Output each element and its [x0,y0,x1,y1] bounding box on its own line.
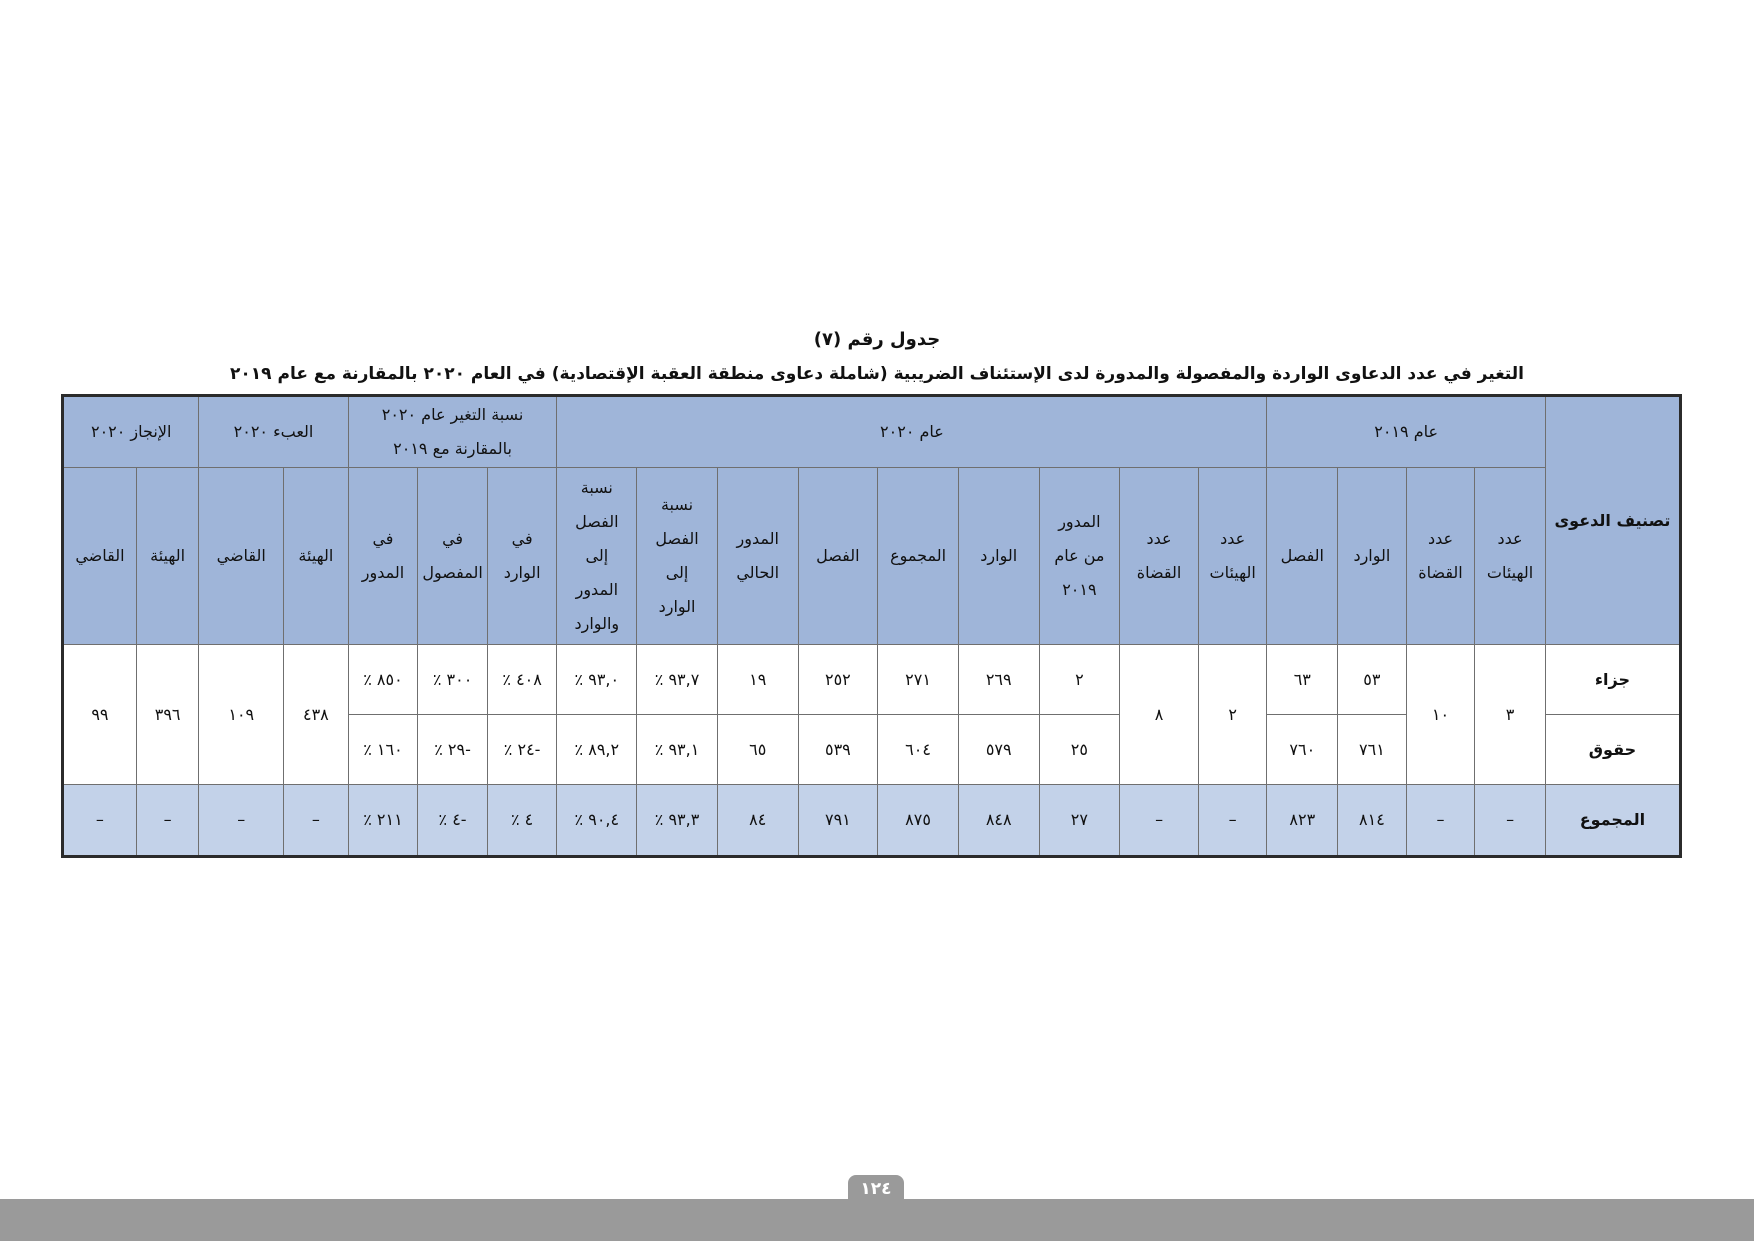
cell-2019-panels: – [1475,785,1546,857]
cell-change-incoming: -٢٤ ٪ [487,715,557,785]
cell-2020-ratio-decided-incoming: ٩٣,٧ ٪ [637,645,718,715]
cell-2020-total: ٨٧٥ [878,785,959,857]
cell-2019-judges: ١٠ [1406,645,1475,785]
cell-2020-decided: ٧٩١ [798,785,878,857]
cell-2020-judges: ٨ [1120,645,1199,785]
cell-2020-ratio-decided-incoming: ٩٣,١ ٪ [637,715,718,785]
cell-burden-panel: – [284,785,349,857]
cell-change-incoming: ٤ ٪ [487,785,557,857]
header-change-decided: في المفصول [418,468,488,645]
cell-2019-decided: ٧٦٠ [1267,715,1338,785]
header-2020-decided: الفصل [798,468,878,645]
header-achievement-panel: الهيئة [136,468,199,645]
cell-2019-incoming: ٧٦١ [1338,715,1407,785]
header-year-2019: عام ٢٠١٩ [1267,396,1545,468]
cell-2020-total: ٢٧١ [878,645,959,715]
header-change-percentage: نسبة التغير عام ٢٠٢٠ بالمقارنة مع ٢٠١٩ [348,396,557,468]
cell-2019-decided: ٨٢٣ [1267,785,1338,857]
cell-2020-current-carried: ١٩ [717,645,798,715]
cell-2020-panels: – [1198,785,1267,857]
cell-achievement-judge: – [63,785,137,857]
header-2020-ratio-decided-carried-incoming: نسبة الفصل إلى المدور والوارد [557,468,637,645]
cell-2020-current-carried: ٨٤ [717,785,798,857]
cell-burden-panel: ٤٣٨ [284,645,349,785]
header-year-2020: عام ٢٠٢٠ [557,396,1267,468]
cell-2020-incoming: ٥٧٩ [958,715,1039,785]
cell-burden-judge: ١٠٩ [199,645,284,785]
header-achievement-judge: القاضي [63,468,137,645]
cell-achievement-judge: ٩٩ [63,645,137,785]
row-label: حقوق [1545,715,1680,785]
cell-change-decided: ٣٠٠ ٪ [418,645,488,715]
cell-2020-carried: ٢٧ [1039,785,1120,857]
cell-2020-total: ٦٠٤ [878,715,959,785]
cell-achievement-panel: – [136,785,199,857]
header-2019-decided: الفصل [1267,468,1338,645]
cell-2020-incoming: ٨٤٨ [958,785,1039,857]
header-achievement-2020: الإنجاز ٢٠٢٠ [63,396,199,468]
cell-2020-panels: ٢ [1198,645,1267,785]
cell-2020-carried: ٢ [1039,645,1120,715]
footer-bar [0,1199,1754,1241]
header-classification: تصنيف الدعوى [1545,396,1680,645]
table-row-total [63,785,1681,857]
cell-change-decided: -٢٩ ٪ [418,715,488,785]
header-2020-ratio-decided-incoming: نسبة الفصل إلى الوارد [637,468,718,645]
header-2020-incoming: الوارد [958,468,1039,645]
cell-2020-ratio-decided-incoming: ٩٣,٣ ٪ [637,785,718,857]
cell-achievement-panel: ٣٩٦ [136,645,199,785]
header-burden-judge: القاضي [199,468,284,645]
cell-2020-incoming: ٢٦٩ [958,645,1039,715]
table-row-penal [63,645,1681,715]
header-2020-carried-from-2019: المدور من عام ٢٠١٩ [1039,468,1120,645]
header-burden-2020: العبء ٢٠٢٠ [199,396,348,468]
cell-2020-current-carried: ٦٥ [717,715,798,785]
cell-2019-incoming: ٨١٤ [1338,785,1407,857]
page-number: ١٢٤ [848,1175,904,1201]
row-label-total: المجموع [1545,785,1680,857]
cell-burden-judge: – [199,785,284,857]
cell-2020-ratio-decided-carried-incoming: ٩٠,٤ ٪ [557,785,637,857]
cell-2019-judges: – [1406,785,1475,857]
cell-2020-judges: – [1120,785,1199,857]
header-burden-panel: الهيئة [284,468,349,645]
header-2020-panels: عدد الهيئات [1198,468,1267,645]
cell-2020-ratio-decided-carried-incoming: ٨٩,٢ ٪ [557,715,637,785]
cell-2020-decided: ٢٥٢ [798,645,878,715]
cell-2019-panels: ٣ [1475,645,1546,785]
header-2020-judges: عدد القضاة [1120,468,1199,645]
table-number-title: جدول رقم (٧) [813,329,941,350]
header-2019-incoming: الوارد [1338,468,1407,645]
header-2020-current-carried: المدور الحالي [717,468,798,645]
header-2019-panels: عدد الهيئات [1475,468,1546,645]
cell-2020-ratio-decided-carried-incoming: ٩٣,٠ ٪ [557,645,637,715]
cell-2019-decided: ٦٣ [1267,645,1338,715]
row-label: جزاء [1545,645,1680,715]
cell-change-decided: -٤ ٪ [418,785,488,857]
header-change-incoming: في الوارد [487,468,557,645]
cell-change-carried: ٢١١ ٪ [348,785,418,857]
cell-change-incoming: ٤٠٨ ٪ [487,645,557,715]
table-caption: التغير في عدد الدعاوى الواردة والمفصولة والمدورة لدى الإستئناف الضريبية (شاملة دعاوى منطقة العقبة الإقتصادية) في العام ٢٠٢٠ بالمقارنة مع عام ٢٠١٩ [230,364,1524,384]
header-2020-total: المجموع [878,468,959,645]
cell-change-carried: ١٦٠ ٪ [348,715,418,785]
header-change-carried: في المدور [348,468,418,645]
header-2019-judges: عدد القضاة [1406,468,1475,645]
cell-2019-incoming: ٥٣ [1338,645,1407,715]
statistics-table [61,394,1682,858]
cell-2020-carried: ٢٥ [1039,715,1120,785]
cell-change-carried: ٨٥٠ ٪ [348,645,418,715]
cell-2020-decided: ٥٣٩ [798,715,878,785]
